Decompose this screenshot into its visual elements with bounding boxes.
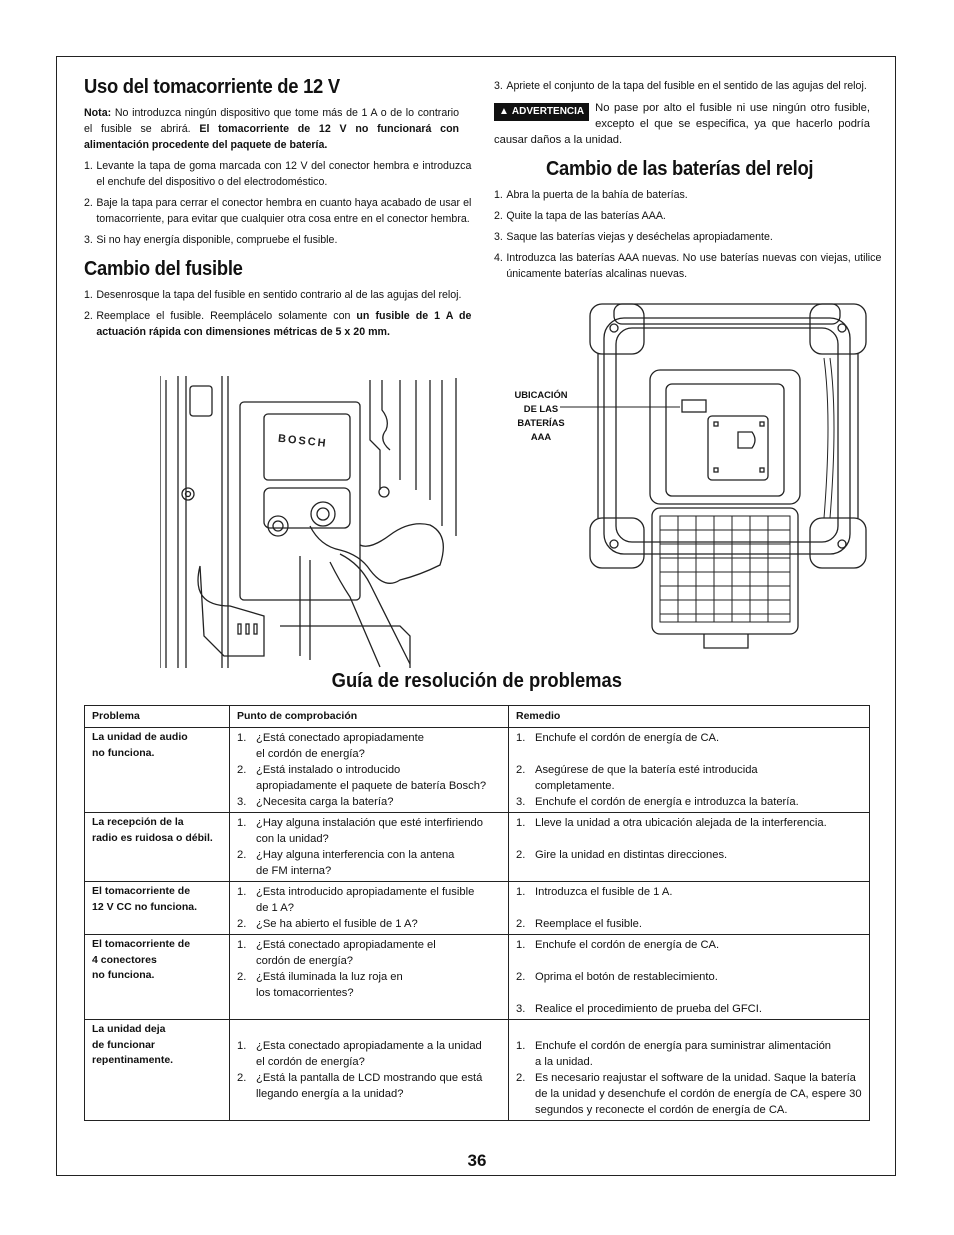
warning-badge: ▲ ADVERTENCIA: [494, 103, 589, 121]
battery-step: 4. Introduzca las baterías AAA nuevas. No use baterías nuevas con viejas, utilice únicamente baterías alcalinas nuevas.: [494, 252, 882, 280]
brand-text: BOSCH: [277, 432, 329, 450]
fuse-step: 2. Reemplace el fusible. Reemplácelo solamente con un fusible de 1 A de actuación rápida con dimensiones métricas de 5 x 20 mm.: [84, 310, 472, 338]
check-cell: 1. ¿Está conectado apropiadamente el cordón de energía? 2. ¿Está iluminada la luz roja en los tomacorrientes?: [230, 935, 509, 1020]
warning-block: [494, 100, 870, 148]
battery-location-label: UBICACIÓN DE LAS BATERÍAS AAA: [514, 389, 568, 442]
table-row: [85, 728, 870, 813]
note-label: Nota:: [84, 107, 112, 119]
note-text: No introduzca ningún dispositivo que tome más de 1 A o de lo contrario el fusible se abrirá.: [84, 107, 460, 135]
outlet-note: [84, 105, 459, 153]
header-problem: Problema: [85, 706, 230, 728]
check-cell: 1. ¿Hay alguna instalación que esté interfiriendo con la unidad? 2. ¿Hay alguna interferencia con la antena de FM interna?: [230, 813, 509, 882]
header-check: Punto de comprobación: [230, 706, 509, 728]
right-column: [494, 78, 882, 288]
note-bold-text: El tomacorriente de 12 V no funcionará con alimentación procedente del paquete de batería.: [84, 123, 460, 151]
check-cell: 1. ¿Esta conectado apropiadamente a la unidad el cordón de energía? 2. ¿Está la pantalla de LCD mostrando que está llegando energía a la unidad?: [230, 1020, 509, 1121]
battery-compartment: [682, 400, 706, 412]
battery-step: 1. Abra la puerta de la bahía de baterías.: [494, 189, 688, 201]
problem-cell: La recepción de la radio es ruidosa o débil.: [85, 813, 230, 882]
fuse-replacement-illustration: [160, 376, 462, 668]
fuse-step: 3. Apriete el conjunto de la tapa del fusible en el sentido de las agujas del reloj.: [494, 80, 867, 92]
problem-cell: El tomacorriente de 4 conectores no funciona.: [85, 935, 230, 1020]
outlet-step: 3. Si no hay energía disponible, compruebe el fusible.: [84, 234, 338, 246]
table-row: [85, 935, 870, 1020]
fuse-section-title: Cambio del fusible: [84, 258, 243, 280]
remedy-cell: 1. Introduzca el fusible de 1 A. 2. Reemplace el fusible.: [509, 882, 870, 935]
remedy-cell: 1. Lleve la unidad a otra ubicación alejada de la interferencia. 2. Gire la unidad en distintas direcciones.: [509, 813, 870, 882]
table-row: [85, 813, 870, 882]
outlet-step: 1. Levante la tapa de goma marcada con 12 V del conector hembra e introduzca el enchufe del dispositivo o del electrodoméstico.: [84, 160, 472, 188]
fuse-step: 1. Desenrosque la tapa del fusible en sentido contrario al de las agujas del reloj.: [84, 289, 462, 301]
guide-title: Guía de resolución de problemas: [331, 670, 623, 692]
problem-cell: El tomacorriente de 12 V CC no funciona.: [85, 882, 230, 935]
table-row: [85, 882, 870, 935]
check-cell: 1. ¿Esta introducido apropiadamente el fusible de 1 A? 2. ¿Se ha abierto el fusible de 1 A?: [230, 882, 509, 935]
remedy-cell: 1. Enchufe el cordón de energía de CA. 2. Asegúrese de que la batería esté introducida completamente. 3. Enchufe el cordón de energía e introduzca la batería.: [509, 728, 870, 813]
left-column: [84, 76, 472, 346]
outlet-section-title: Uso del tomacorriente de 12 V: [84, 76, 340, 98]
battery-step: 2. Quite la tapa de las baterías AAA.: [494, 210, 666, 222]
warning-text: No pase por alto el fusible ni use ningún otro fusible, excepto el que se especifica, ya que hacerlo podría causar daños a la unidad.: [494, 102, 870, 146]
page-number: 36: [467, 1151, 487, 1170]
remedy-cell: 1. Enchufe el cordón de energía de CA. 2. Oprima el botón de restablecimiento. 3. Realice el procedimiento de prueba del GFCI.: [509, 935, 870, 1020]
table-row: [85, 1020, 870, 1121]
troubleshooting-table: [84, 705, 870, 1121]
problem-cell: La unidad deja de funcionar repentinamente.: [85, 1020, 230, 1121]
check-cell: 1. ¿Está conectado apropiadamente el cordón de energía? 2. ¿Está instalado o introducido apropiadamente el paquete de batería Bosch? 3. ¿Necesita carga la batería?: [230, 728, 509, 813]
battery-leader-line: [560, 400, 680, 414]
battery-step: 3. Saque las baterías viejas y deséchelas apropiadamente.: [494, 231, 773, 243]
warning-icon: ▲: [499, 106, 509, 117]
guide-title-wrap: [0, 670, 954, 693]
fuse-steps: [84, 287, 472, 340]
outlet-step: 2. Baje la tapa para cerrar el conector hembra en cuanto haya acabado de usar el tomacorriente, para evitar que cualquier otra cosa entre en el conector hembra.: [84, 197, 472, 225]
battery-section-title: Cambio de las baterías del reloj: [546, 158, 814, 180]
remedy-cell: 1. Enchufe el cordón de energía para suministrar alimentación a la unidad. 2. Es necesario reajustar el software de la unidad. Saque la batería de la unidad y desenchufe el cordón de energía de CA, espere 30 segundos y reconecte el cordón de energía de CA.: [509, 1020, 870, 1121]
problem-cell: La unidad de audio no funciona.: [85, 728, 230, 813]
outlet-steps: [84, 158, 472, 248]
radio-battery-illustration: [584, 298, 874, 652]
header-remedy: Remedio: [509, 706, 870, 728]
fuse-steps-continued: [494, 78, 870, 94]
table-header-row: [85, 706, 870, 728]
battery-steps: [494, 187, 882, 282]
